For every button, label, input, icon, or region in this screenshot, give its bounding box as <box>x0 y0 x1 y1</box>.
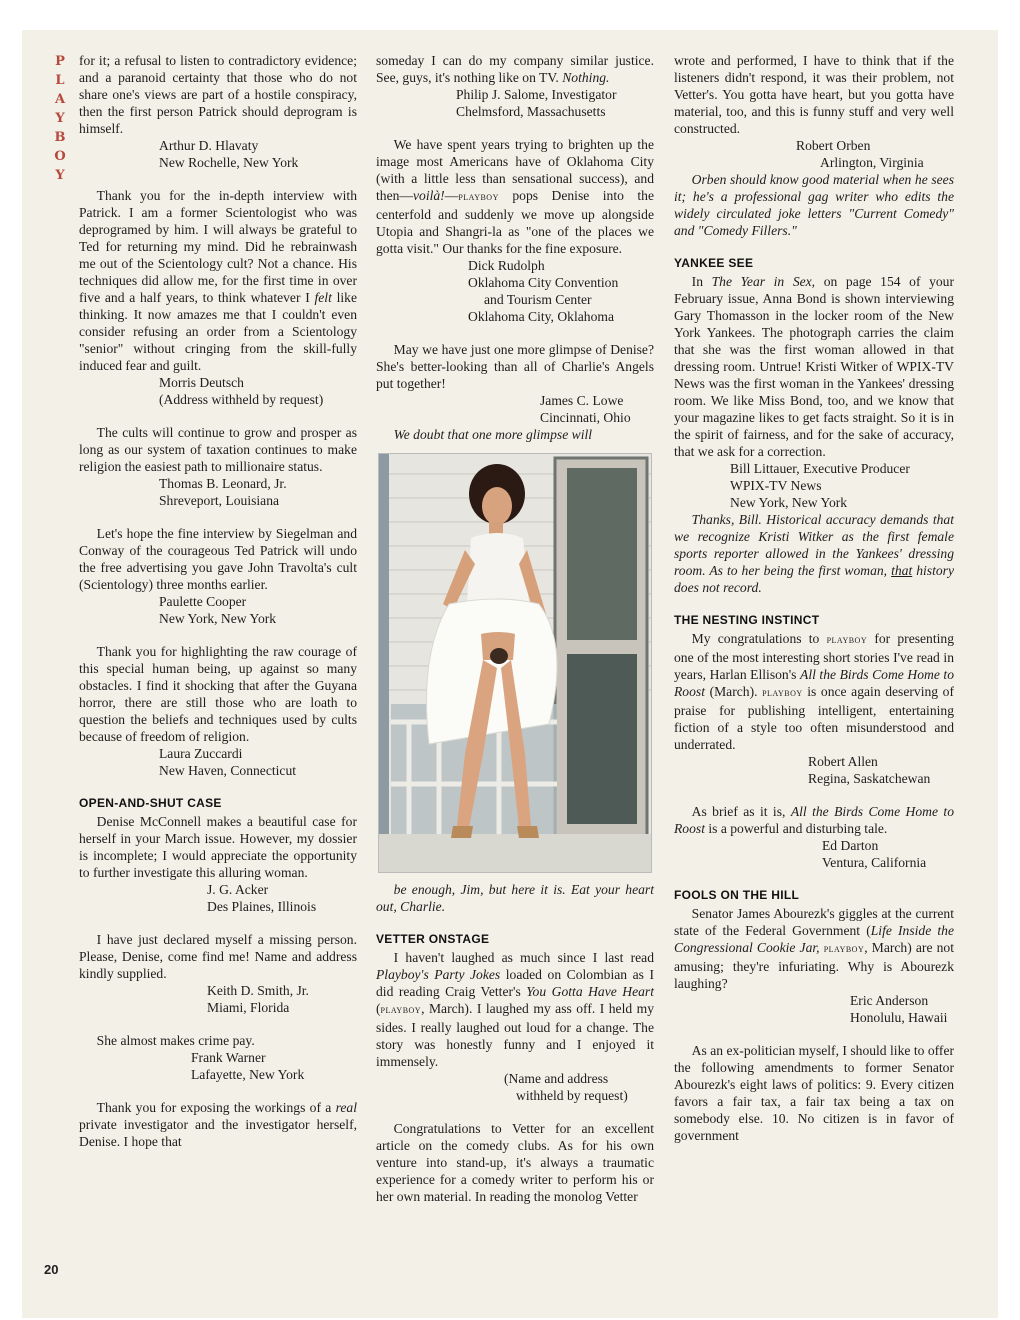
signature <box>191 1049 357 1083</box>
letter-paragraph: Let's hope the fine interview by Siegelman and Conway of the courageous Ted Patrick will undo the free advertising you gave John Travolta's cult (Scientology) three months earlier. <box>79 526 357 592</box>
letter-paragraph: She almost makes crime pay. <box>96 1033 255 1048</box>
signature-place: Oklahoma City, Oklahoma <box>468 309 614 324</box>
section-heading: YANKEE SEE <box>674 256 754 270</box>
letter-paragraph: May we have just one more glimpse of Denise? She's better-looking than all of Charlie's Angels put together! <box>376 342 654 391</box>
signature-place: New Rochelle, New York <box>159 155 299 170</box>
section-heading: FOOLS ON THE HILL <box>674 888 800 902</box>
editor-reply: be enough, Jim, but here it is. Eat your heart out, Charlie. <box>376 882 654 914</box>
signature-name: James C. Lowe <box>540 393 624 408</box>
signature-place: New York, New York <box>730 495 848 510</box>
magazine-page <box>22 30 998 1318</box>
letter-paragraph: I haven't laughed as much since I last read Playboy's Party Jokes loaded on Colombian as I did reading Craig Vetter's You Gotta Have Heart (playboy, March). I laughed my ass off. I held my sides. I really laughed out loud for a change. The story was honestly funny and I enjoyed it immensely. <box>376 950 654 1069</box>
signature-line: (Name and address <box>504 1071 609 1086</box>
masthead-letter: L <box>55 73 65 88</box>
masthead-letter: B <box>54 130 66 145</box>
signature-org: WPIX-TV News <box>730 478 822 493</box>
letter-paragraph: My congratulations to playboy for presenting one of the most interesting short stories I've read in years, Harlan Ellison's All the Birds Come Home to Roost (March). playboy is once again deserving of praise for publishing intelligent, entertaining fiction of a style too often misunderstood and underrated. <box>674 631 954 752</box>
signature-place: Regina, Saskatchewan <box>808 771 931 786</box>
signature <box>540 392 654 426</box>
page-number: 20 <box>44 1262 59 1277</box>
letter-paragraph: wrote and performed, I have to think that if the listeners didn't respond, it was their problem, not Vetter's. You gotta have heart, but you gotta have material, too, and this is funny stuff and very well constructed. <box>674 53 954 136</box>
signature <box>159 593 357 627</box>
signature <box>159 475 357 509</box>
letter-paragraph: for it; a refusal to listen to contradictory evidence; and a paranoid certainty that those who do not share one's views are part of a hostile conspiracy, then the first person Patrick should deprogram is himself. <box>79 53 357 136</box>
letter-paragraph: Congratulations to Vetter for an excellent article on the comedy clubs. As for his own venture into stand-up, it's always a traumatic experience for a comedy writer to perform his or her own material. In reading the monolog Vetter <box>376 1121 654 1204</box>
signature <box>207 881 357 915</box>
column-right <box>674 52 954 1144</box>
letter-paragraph: Denise McConnell makes a beautiful case for herself in your March issue. However, my dossier is incomplete; I would appreciate the opportunity to further investigate this alluring woman. <box>79 814 357 880</box>
signature-name: Philip J. Salome, Investigator <box>456 87 617 102</box>
signature <box>159 137 357 171</box>
photo-denise <box>378 453 652 873</box>
section-heading: VETTER ONSTAGE <box>376 932 490 946</box>
signature-place: New Haven, Connecticut <box>159 763 297 778</box>
signature-name: Thomas B. Leonard, Jr. <box>159 476 287 491</box>
column-middle <box>376 52 654 1205</box>
signature-name: Robert Allen <box>808 754 878 769</box>
letter-paragraph: Senator James Abourezk's giggles at the current state of the Federal Government (Life Inside the Congressional Cookie Jar, playboy, March) are not amusing; they're infuriating. Why is Abourezk laughing? <box>674 906 954 991</box>
letter-paragraph: As an ex-politician myself, I should like to offer the following amendments to former Senator Abourezk's eight laws of politics: 9. Every citizen favors a fair tax, a fair tax being a tax on somebody else. 10. No citizen is in favor of government <box>674 1043 954 1143</box>
signature-place: Lafayette, New York <box>191 1067 305 1082</box>
section-heading: THE NESTING INSTINCT <box>674 613 820 627</box>
signature-place: Shreveport, Louisiana <box>159 493 280 508</box>
signature-name: Eric Anderson <box>850 993 929 1008</box>
signature-place: New York, New York <box>159 611 277 626</box>
signature-place: Chelmsford, Massachusetts <box>456 104 606 119</box>
signature-place: Miami, Florida <box>207 1000 290 1015</box>
editor-reply: Thanks, Bill. Historical accuracy demands that we recognize Kristi Witker as the first female sports reporter allowed in the Yankees' dressing room. As to her being the first woman, that history does not record. <box>674 512 954 595</box>
signature-name: J. G. Acker <box>207 882 269 897</box>
signature <box>456 86 654 120</box>
photo-illustration <box>379 454 651 872</box>
letter-paragraph: The cults will continue to grow and prosper as long as our system of taxation continues to make religion the easiest path to millionaire status. <box>79 425 357 474</box>
signature-line: withheld by request) <box>516 1088 628 1103</box>
masthead-letter: Y <box>55 168 65 183</box>
editor-reply: We doubt that one more glimpse will <box>393 427 593 442</box>
masthead-letter: A <box>54 92 66 107</box>
signature <box>796 137 954 171</box>
signature-place: Des Plaines, Illinois <box>207 899 317 914</box>
editor-reply: Orben should know good material when he sees it; he's a professional gag writer who edits the widely circulated joke letters "Current Comedy" and "Comedy Fillers." <box>674 172 954 238</box>
signature-place: Arlington, Virginia <box>820 155 924 170</box>
signature-name: Paulette Cooper <box>159 594 247 609</box>
signature-place: Honolulu, Hawaii <box>850 1010 948 1025</box>
signature-place: (Address withheld by request) <box>159 392 324 407</box>
signature <box>468 257 654 325</box>
signature-place: Ventura, California <box>822 855 927 870</box>
signature-name: Dick Rudolph <box>468 258 545 273</box>
signature <box>808 753 954 787</box>
signature <box>159 745 357 779</box>
section-heading: OPEN-AND-SHUT CASE <box>79 796 222 810</box>
signature-name: Arthur D. Hlavaty <box>159 138 259 153</box>
masthead <box>52 52 68 185</box>
letter-paragraph: someday I can do my company similar justice. See, guys, it's nothing like on TV. Nothing. <box>376 53 654 85</box>
signature-name: Laura Zuccardi <box>159 746 243 761</box>
signature <box>207 982 357 1016</box>
signature <box>822 837 954 871</box>
signature <box>504 1070 654 1104</box>
signature-name: Bill Littauer, Executive Producer <box>730 461 910 476</box>
signature-name: Keith D. Smith, Jr. <box>207 983 309 998</box>
signature-org: and Tourism Center <box>484 292 592 307</box>
letter-paragraph: In The Year in Sex, on page 154 of your February issue, Anna Bond is shown interviewing Gary Thomasson in the locker room of the New York Yankees. The photograph carries the claim that she was the first woman allowed in that dressing room. Untrue! Kristi Witker of WPIX-TV News was the first woman in the Yankees' dressing room. We like Miss Bond, too, and we know that your magazine likes to get facts straight. So it is in the spirit of fairness, and for the sake of accuracy, that we ask for a correction. <box>674 274 954 459</box>
masthead-letter: O <box>54 149 66 164</box>
letter-paragraph: I have just declared myself a missing person. Please, Denise, come find me! Name and address kindly supplied. <box>79 932 357 981</box>
signature <box>159 374 357 408</box>
signature-name: Frank Warner <box>191 1050 266 1065</box>
signature-name: Morris Deutsch <box>159 375 244 390</box>
letter-paragraph: We have spent years trying to brighten up the image most Americans have of Oklahoma City (with a little less than sensational success), and then—voilà!—playboy pops Denise into the centerfold and suddenly we move up alongside Utopia and Shangri-la as "one of the places we gotta visit." Our thanks for the fine exposure. <box>376 137 654 256</box>
masthead-letter: Y <box>55 111 65 126</box>
signature-name: Ed Darton <box>822 838 879 853</box>
signature <box>850 992 954 1026</box>
signature-org: Oklahoma City Convention <box>468 275 619 290</box>
column-left <box>79 52 357 1150</box>
letter-paragraph: Thank you for the in-depth interview with Patrick. I am a former Scientologist who was deprogramed by him. I will always be grateful to Ted for returning my mind. Did he rebrainwash me out of the Scientology cult? Not a chance. His techniques did allow me, for the first time in over five and a half years, to think whatever I felt like thinking. It now amazes me that I couldn't even consider refusing an order from a Scientology "senior" without cringing from the skill-fully induced fear and guilt. <box>79 188 357 373</box>
signature-place: Cincinnati, Ohio <box>540 410 631 425</box>
signature <box>730 460 954 511</box>
letter-paragraph: Thank you for highlighting the raw courage of this special human being, up against so many obstacles. I find it shocking that after the Guyana horror, there are still those who are loath to question the beliefs and techniques used by cults because of freedom of religion. <box>79 644 357 744</box>
signature-name: Robert Orben <box>796 138 871 153</box>
letter-paragraph: As brief as it is, All the Birds Come Home to Roost is a powerful and disturbing tale. <box>674 804 954 836</box>
masthead-letter: P <box>55 54 65 69</box>
letter-paragraph: Thank you for exposing the workings of a real private investigator and the investigator herself, Denise. I hope that <box>79 1100 357 1149</box>
